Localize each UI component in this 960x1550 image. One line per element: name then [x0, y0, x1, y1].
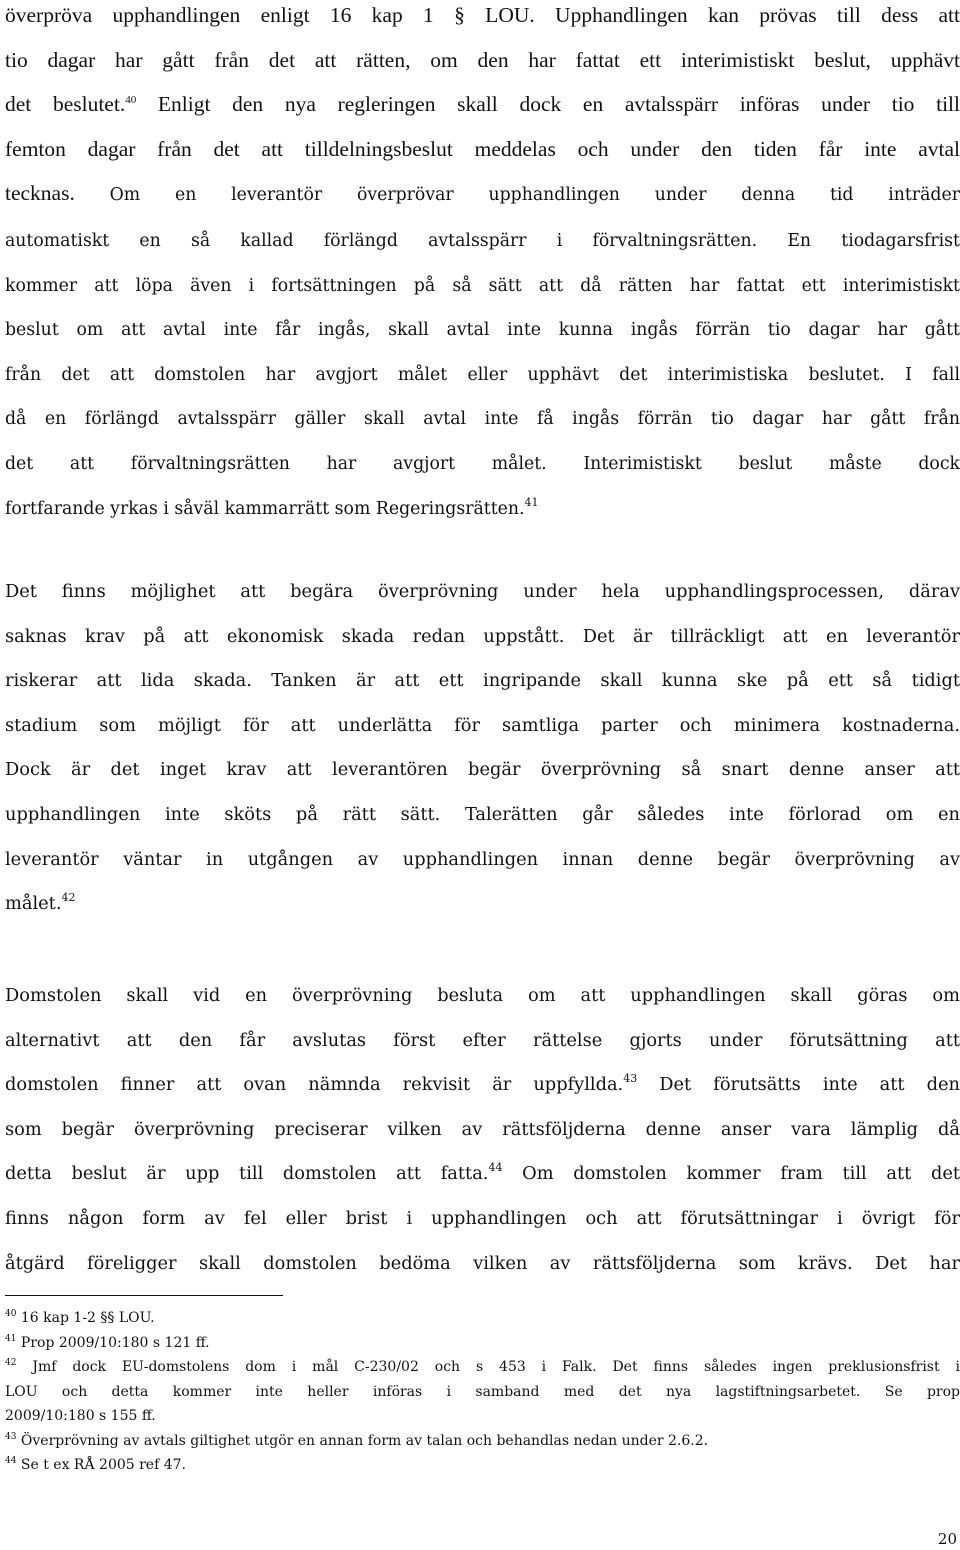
text-segment: fortfarande yrkas i såväl kammarrätt som Regeringsrätten. [5, 498, 525, 519]
text-line [5, 1063, 960, 1108]
text-line: upphandlingen inte sköts på rätt sätt. Talerätten går således inte förlorad om en [5, 803, 960, 825]
footnote-line [5, 1355, 960, 1380]
footnote-ref-43: 43 [623, 1072, 638, 1086]
text-line: överpröva upphandlingen enligt 16 kap 1 § LOU. Upphandlingen kan prövas till dess att [5, 3, 960, 27]
footnote-ref-41: 41 [524, 495, 539, 509]
text-segment: Enligt den nya regleringen skall dock en avtalsspärr införas under tio till [136, 92, 960, 117]
text-line: beslut om att avtal inte får ingås, skall avtal inte kunna ingås förrän tio dagar har gått [5, 320, 960, 341]
text-segment: detta beslut är upp till domstolen att fatta. [5, 1163, 489, 1185]
text-line: finns någon form av fel eller brist i upphandlingen och att förutsättningar i övrigt för [5, 1207, 960, 1229]
footnote [5, 1306, 960, 1331]
footnote-text: 16 kap 1-2 §§ LOU. [16, 1310, 155, 1326]
page-number: 20 [937, 1530, 957, 1548]
paragraph-2 [5, 570, 960, 927]
footnote [5, 1331, 960, 1356]
footnote-text: Överprövning av avtals giltighet utgör en annan form av talan och behandlas nedan under 2.6.2. [16, 1432, 709, 1449]
text-segment: Om en leverantör överprövar upphandlingen under denna tid inträder [74, 185, 960, 206]
text-line: då en förlängd avtalsspärr gäller skall avtal inte få ingås förrän tio dagar har gått från [5, 409, 960, 430]
text-line: alternativt att den får avslutas först efter rättelse gjorts under förutsättning att [5, 1029, 960, 1051]
text-line [5, 1152, 960, 1197]
footnote-separator [5, 1295, 283, 1296]
footnote-number: 41 [5, 1333, 17, 1344]
text-line: automatiskt en så kallad förlängd avtalsspärr i förvaltningsrätten. En tiodagarsfrist [5, 230, 960, 251]
footnote-ref-44: 44 [488, 1161, 503, 1175]
text-line [5, 82, 960, 127]
text-line: Det finns möjlighet att begära överprövning under hela upphandlingsprocessen, därav [5, 581, 960, 602]
text-line: Domstolen skall vid en överprövning besluta om att upphandlingen skall göras om [5, 985, 960, 1006]
text-segment: domstolen finner att ovan nämnda rekvisit är uppfyllda. [5, 1074, 624, 1096]
text-line: stadium som möjligt för att underlätta för samtliga parter och minimera kostnaderna. [5, 714, 960, 736]
text-line: åtgärd föreligger skall domstolen bedöma vilken av rättsföljderna som krävs. Det har [5, 1252, 960, 1274]
text-segment: Det förutsätts inte att den [637, 1074, 960, 1096]
footnote-text: Se t ex RÅ 2005 ref 47. [16, 1457, 186, 1473]
text-line: det att förvaltningsrätten har avgjort målet. Interimistiskt beslut måste dock [5, 453, 960, 474]
footnote-number: 43 [5, 1431, 17, 1442]
text-segment: det beslutet. [5, 92, 126, 117]
footnote-line: LOU och detta kommer inte heller införas i samband med det nya lagstiftningsarbetet. Se prop [5, 1383, 960, 1400]
text-line: Dock är det inget krav att leverantören begär överprövning så snart denne anser att [5, 759, 960, 781]
footnote-ref-42: 42 [61, 891, 76, 905]
text-line: tio dagar har gått från det att rätten, om den har fattat ett interimistiskt beslut, upphävt [5, 47, 960, 72]
text-line: kommer att löpa även i fortsättningen på så sätt att då rätten har fattat ett interimistiskt [5, 275, 960, 296]
paragraph-1 [5, 0, 960, 531]
text-line: som begär överprövning preciserar vilken av rättsföljderna denne anser vara lämplig då [5, 1118, 960, 1140]
footnotes [5, 1306, 960, 1478]
footnote-text: Jmf dock EU-domstolens dom i mål C-230/02 och s 453 i Falk. Det finns således ingen preklusionsfrist i [16, 1359, 960, 1375]
footnote [5, 1429, 960, 1454]
text-segment: målet. [5, 893, 62, 915]
footnote-number: 42 [5, 1358, 17, 1368]
text-line: saknas krav på att ekonomisk skada redan uppstått. Det är tillräckligt att en leverantör [5, 625, 960, 647]
footnote-number: 44 [5, 1456, 17, 1466]
footnote [5, 1355, 960, 1429]
text-line [5, 487, 960, 532]
text-segment: Om domstolen kommer fram till att det [502, 1163, 960, 1185]
text-line: femton dagar från det att tilldelningsbeslut meddelas och under den tiden får inte avtal [5, 136, 960, 161]
paragraph-3 [5, 974, 960, 1286]
text-line: från det att domstolen har avgjort målet eller upphävt det interimistiska beslutet. I fall [5, 364, 960, 385]
text-line: riskerar att lida skada. Tanken är att ett ingripande skall kunna ske på ett så tidigt [5, 670, 960, 692]
footnote [5, 1453, 960, 1478]
text-line [5, 171, 960, 219]
footnote-number: 40 [5, 1309, 17, 1319]
text-segment: tecknas. [5, 181, 75, 206]
text-line [5, 882, 960, 927]
footnote-ref-40: 40 [125, 94, 137, 107]
footnote-text: Prop 2009/10:180 s 121 ff. [16, 1334, 210, 1351]
footnote-line: 2009/10:180 s 155 ff. [5, 1408, 156, 1424]
text-line: leverantör väntar in utgången av upphandlingen innan denne begär överprövning av [5, 848, 960, 870]
